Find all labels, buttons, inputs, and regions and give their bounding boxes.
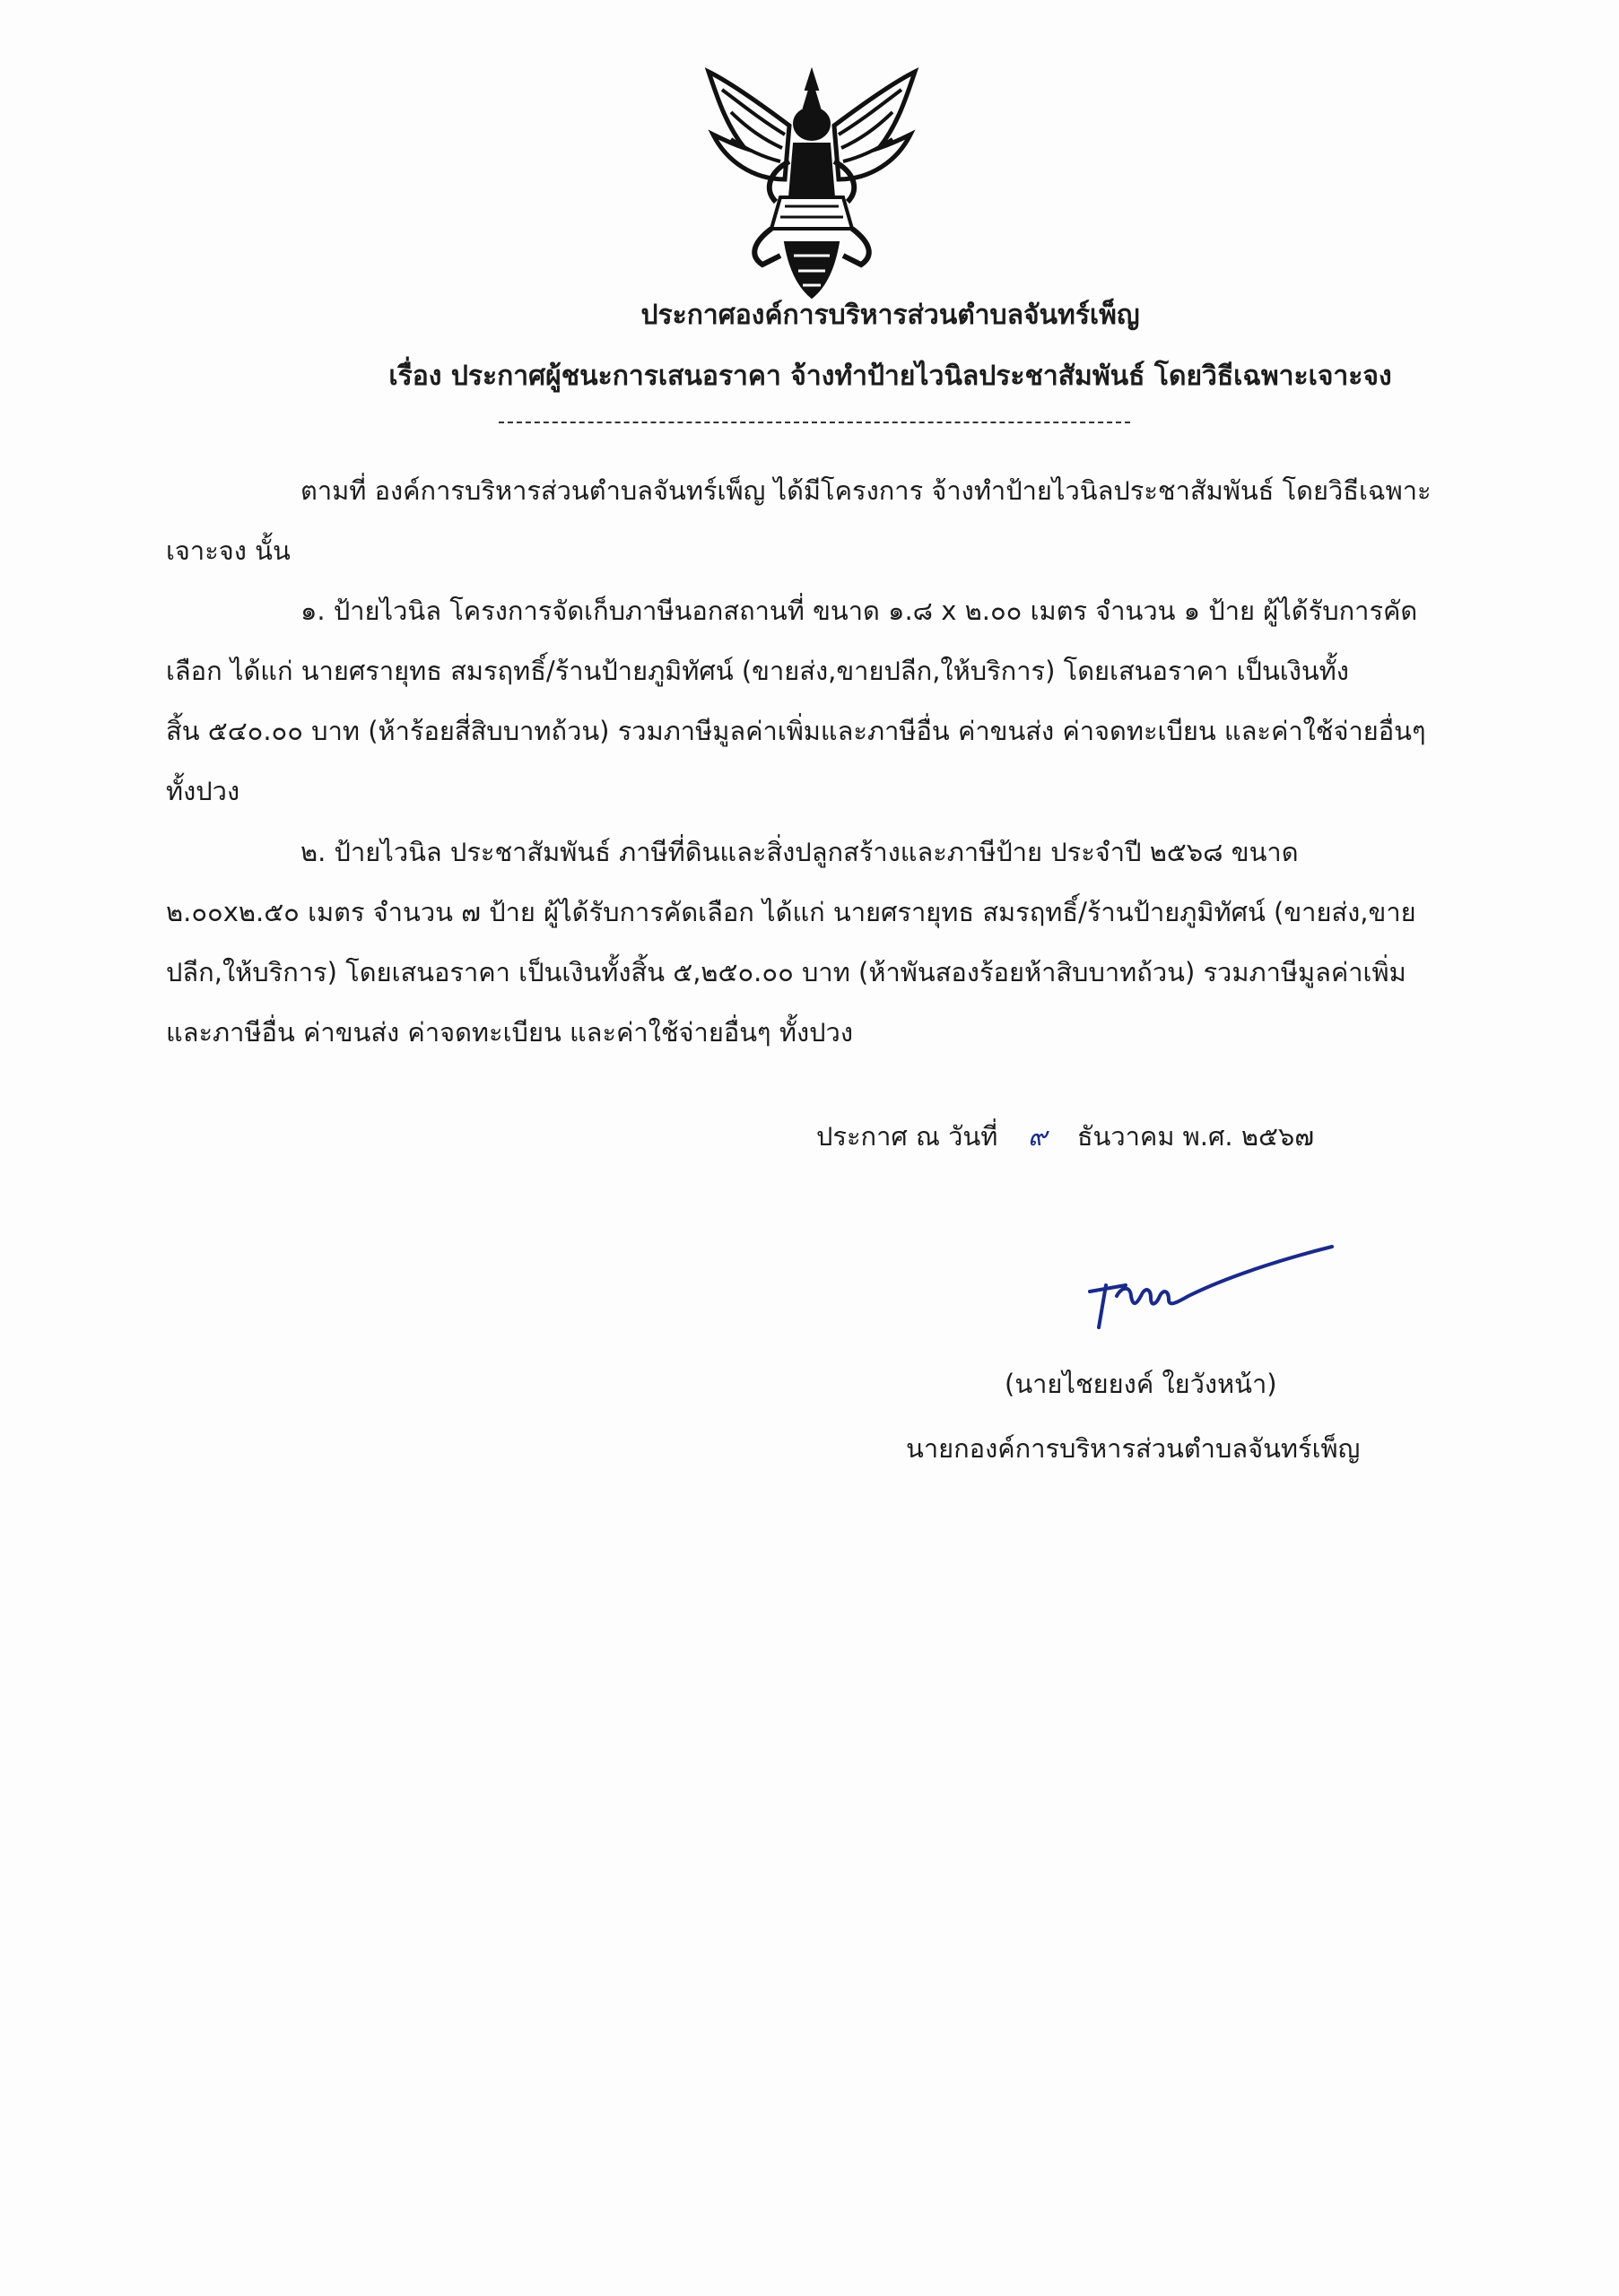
item-2-paragraph: ๒. ป้ายไวนิล ประชาสัมพันธ์ ภาษีที่ดินและสิ่งปลูกสร้างและภาษีป้าย ประจำปี ๒๕๖๘ ขนาด ๒.๐๐x๒.๕๐ เมตร จำนวน ๗ ป้าย ผู้ได้รับการคัดเลือก ได้แก่ นายศรายุทธ สมรฤทธิ์/ร้านป้ายภูมิทัศน์ (ขายส่ง,ขาย ปลีก,ให้บริการ) โดยเสนอราคา เป็นเงินทั้งสิ้น ๕,๒๕๐.๐๐ บาท (ห้าพันสองร้อยห้าสิบบาทถ้วน) รวมภาษีมูลค่าเพิ่ม และภาษีอื่น ค่าขนส่ง ค่าจดทะเบียน และค่าใช้จ่ายอื่นๆ ทั้งปวง — [166, 837, 1416, 1048]
date-prefix: ประกาศ ณ วันที่ — [816, 1121, 998, 1152]
announcement-date — [816, 1114, 1314, 1159]
signature-image — [1072, 1242, 1341, 1341]
intro-paragraph: ตามที่ องค์การบริหารส่วนตำบลจันทร์เพ็ญ ได้มีโครงการ จ้างทำป้ายไวนิลประชาสัมพันธ์ โดยวิธีเฉพาะ เจาะจง นั้น — [166, 475, 1432, 566]
announcement-title: ประกาศองค์การบริหารส่วนตำบลจันทร์เพ็ญ — [640, 300, 1140, 331]
item-1-paragraph: ๑. ป้ายไวนิล โครงการจัดเก็บภาษีนอกสถานที่ ขนาด ๑.๘ x ๒.๐๐ เมตร จำนวน ๑ ป้าย ผู้ได้รับการคัด เลือก ได้แก่ นายศรายุทธ สมรฤทธิ์/ร้านป้ายภูมิทัศน์ (ขายส่ง,ขายปลีก,ให้บริการ) โดยเสนอราคา เป็นเงินทั้ง สิ้น ๕๔๐.๐๐ บาท (ห้าร้อยสี่สิบบาทถ้วน) รวมภาษีมูลค่าเพิ่มและภาษีอื่น ค่าขนส่ง ค่าจดทะเบียน และค่าใช้จ่ายอื่นๆ ทั้งปวง — [166, 596, 1426, 806]
date-suffix: ธันวาคม พ.ศ. ๒๕๖๗ — [1076, 1121, 1315, 1152]
announcement-subject: เรื่อง ประกาศผู้ชนะการเสนอราคา จ้างทำป้ายไวนิลประชาสัมพันธ์ โดยวิธีเฉพาะเจาะจง — [388, 361, 1392, 392]
signer-name: (นายไชยยงค์ ใยวังหน้า) — [1005, 1369, 1277, 1399]
signer-title: นายกองค์การบริหารส่วนตำบลจันทร์เพ็ญ — [906, 1433, 1361, 1464]
garuda-emblem-icon — [700, 63, 924, 305]
divider — [499, 422, 1130, 423]
date-day: ๙ — [1027, 1121, 1048, 1152]
